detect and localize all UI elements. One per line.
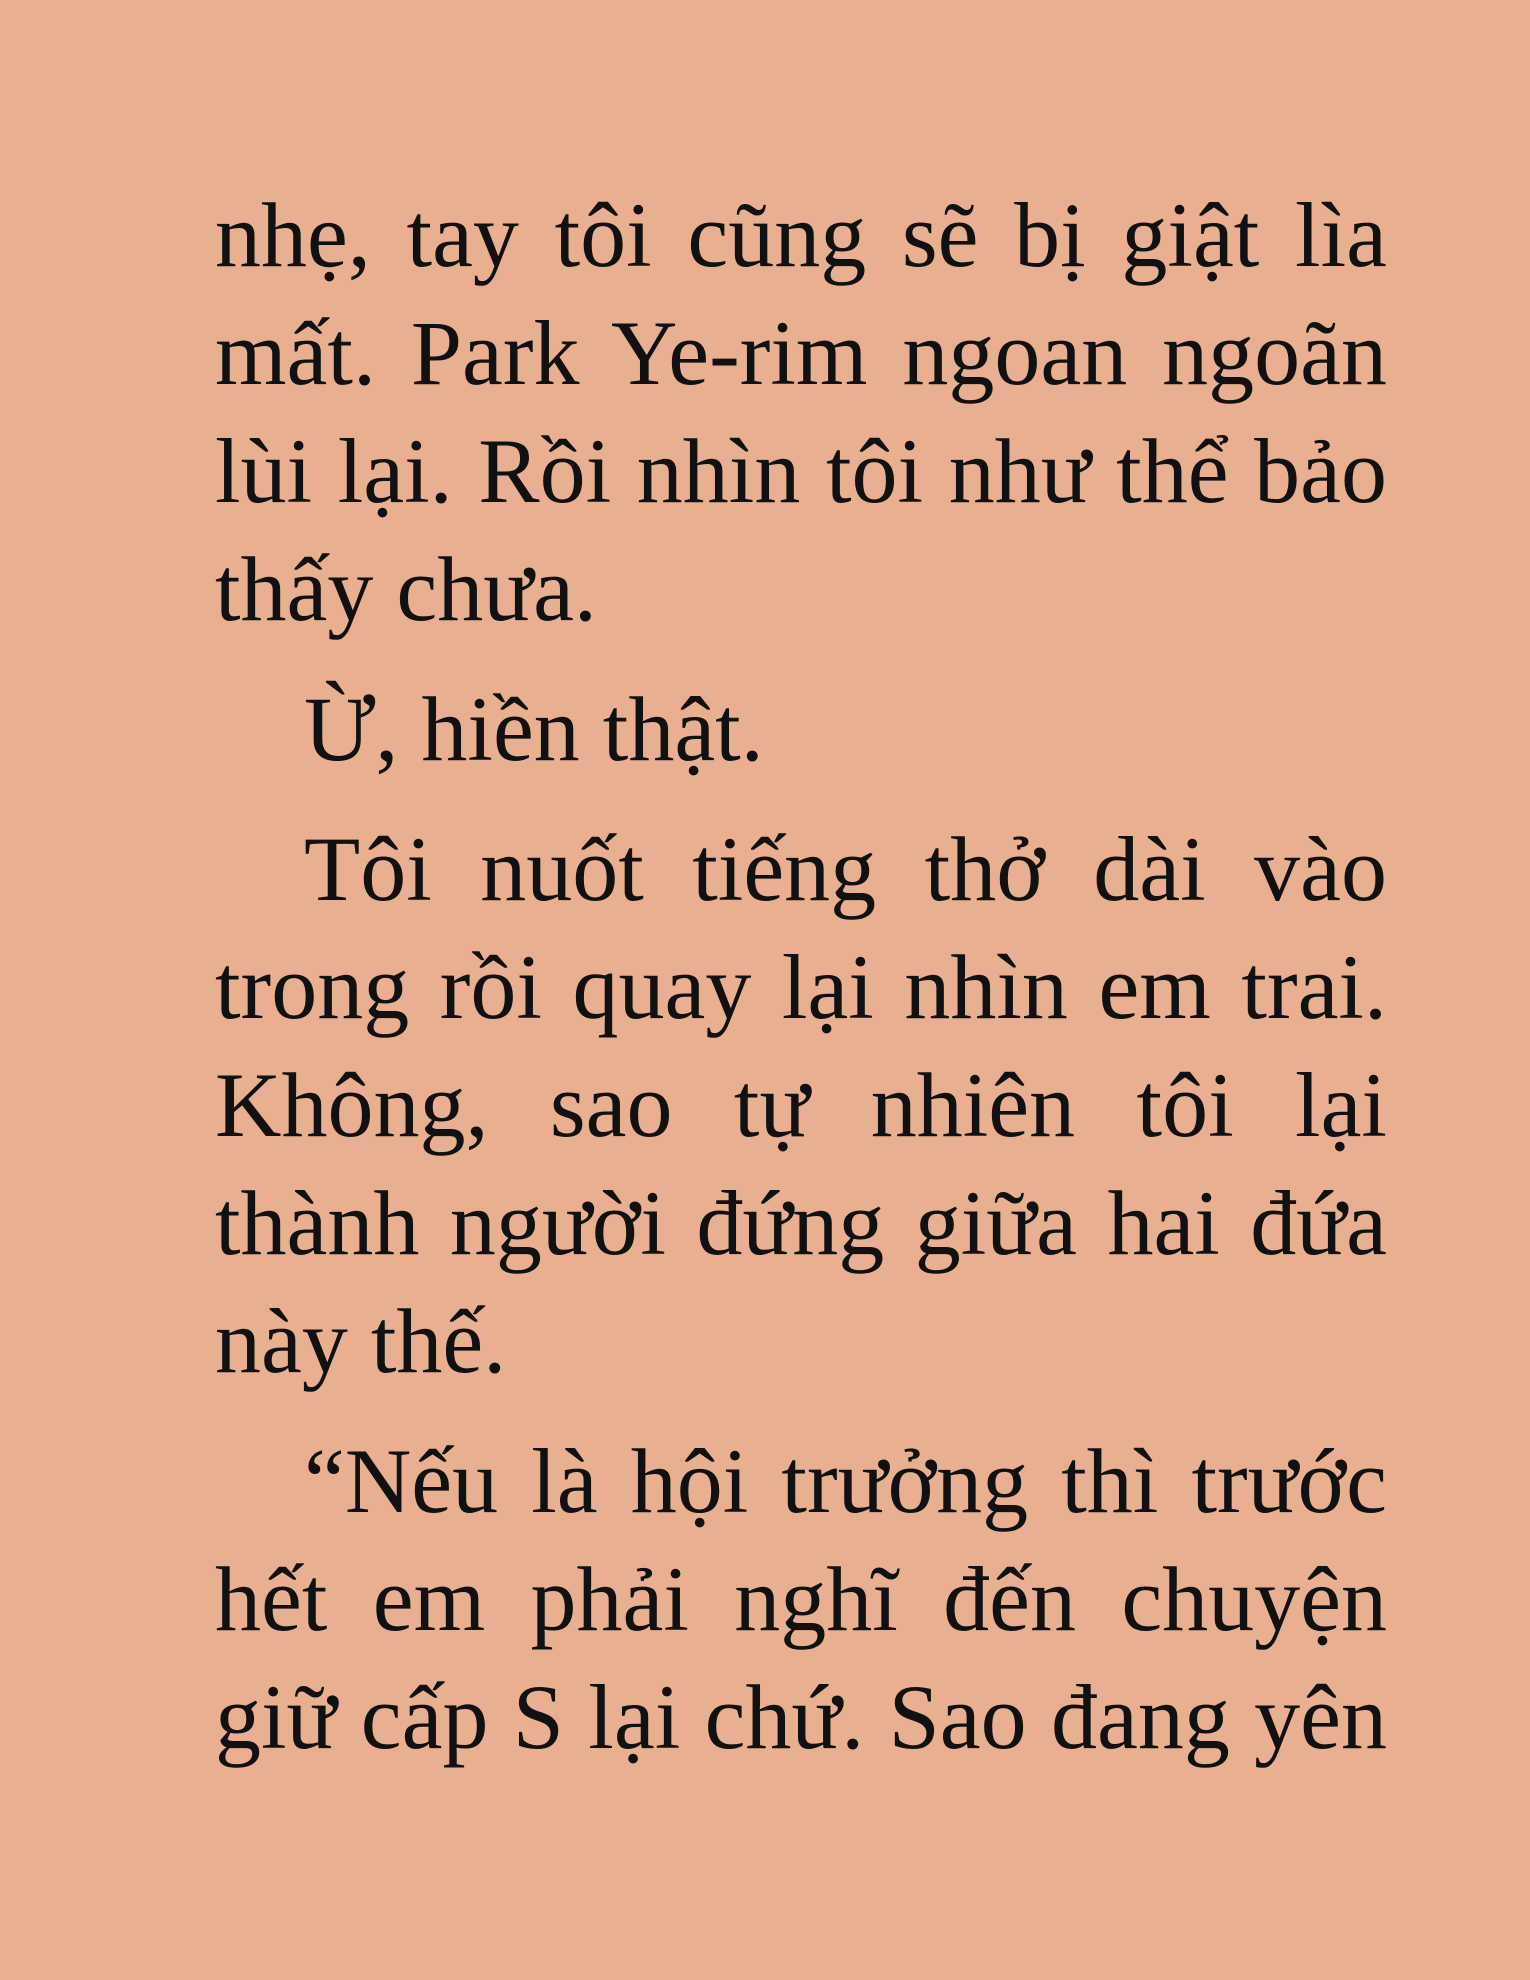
text-line: lùi lại. Rồi nhìn tôi như thể bảo (215, 420, 1387, 522)
paragraph-1 (215, 176, 1387, 648)
paragraph-2 (215, 670, 1387, 788)
paragraph-spacing (215, 648, 1387, 670)
paragraph-spacing (215, 1400, 1387, 1422)
body-text (215, 176, 1387, 1776)
text-line: trong rồi quay lại nhìn em trai. (215, 936, 1387, 1038)
text-line: Không, sao tự nhiên tôi lại (215, 1054, 1387, 1156)
text-line: hết em phải nghĩ đến chuyện (215, 1548, 1387, 1650)
text-line: thành người đứng giữa hai đứa (215, 1172, 1387, 1274)
text-line: “Nếu là hội trưởng thì trước (304, 1430, 1387, 1532)
text-line: này thế. (215, 1290, 507, 1392)
text-line: Tôi nuốt tiếng thở dài vào (304, 818, 1387, 920)
paragraph-4 (215, 1422, 1387, 1776)
text-line: mất. Park Ye-rim ngoan ngoãn (215, 302, 1387, 404)
paragraph-3 (215, 810, 1387, 1400)
text-line: Ừ, hiền thật. (304, 678, 764, 780)
text-line: nhẹ, tay tôi cũng sẽ bị giật lìa (215, 184, 1387, 286)
text-line: giữ cấp S lại chứ. Sao đang yên (215, 1666, 1387, 1768)
text-line: thấy chưa. (215, 538, 597, 640)
paragraph-spacing (215, 788, 1387, 810)
